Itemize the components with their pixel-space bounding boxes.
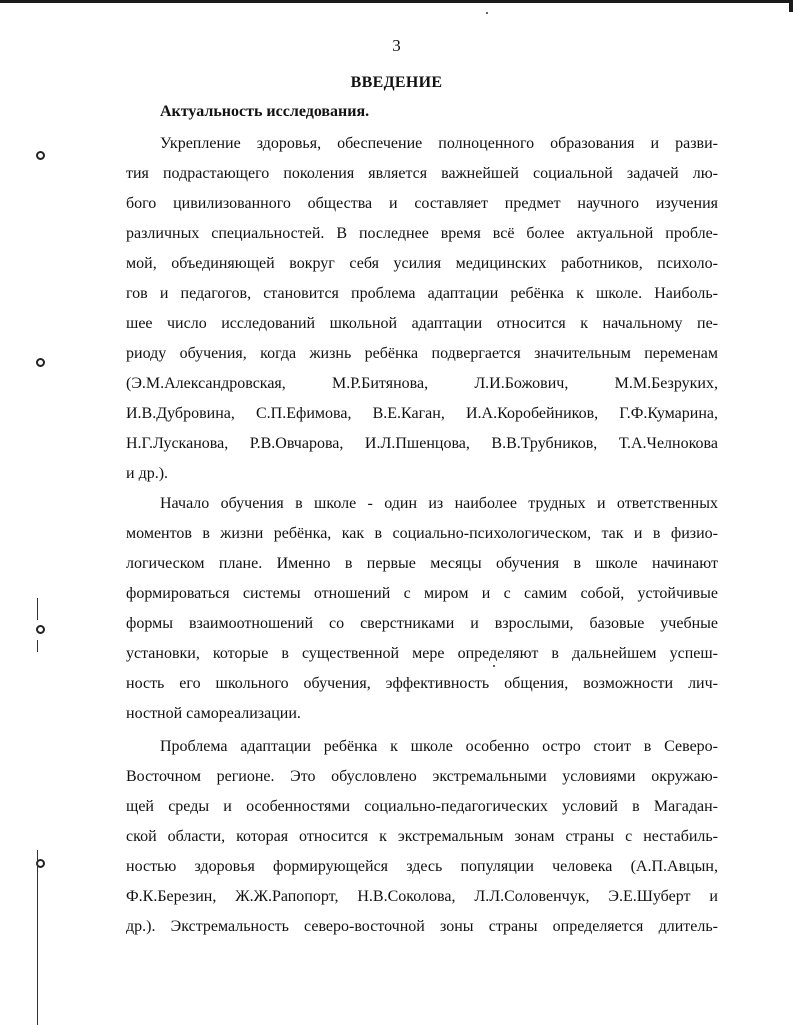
text-line: ностной самореализации. bbox=[126, 705, 301, 722]
punch-hole-icon bbox=[36, 625, 45, 634]
text-line: различных специальностей. В последнее время всё более актуальной пробле- bbox=[126, 225, 718, 242]
text-line: и др.). bbox=[126, 465, 169, 482]
text-line: риоду обучения, когда жизнь ребёнка подвергается значительным переменам bbox=[126, 345, 718, 362]
text-line: ской области, которая относится к экстремальным зонам страны с нестабиль- bbox=[126, 828, 718, 845]
text-line: тия подрастающего поколения является важнейшей социальной задачей лю- bbox=[126, 165, 718, 182]
punch-hole-icon bbox=[36, 358, 45, 367]
scan-edge-corner bbox=[789, 0, 793, 12]
text-line: гов и педагогов, становится проблема адаптации ребёнка к школе. Наиболь- bbox=[126, 285, 718, 302]
text-line: формироваться системы отношений с миром и с самим собой, устойчивые bbox=[126, 585, 718, 602]
text-line: (Э.М.Александровская, М.Р.Битянова, Л.И.Божович, М.М.Безруких, bbox=[126, 375, 718, 392]
text-line: мой, объединяющей вокруг себя усилия медицинских работников, психоло- bbox=[126, 255, 718, 272]
text-line: ностью здоровья формирующейся здесь популяции человека (А.П.Авцын, bbox=[126, 858, 718, 875]
text-line: установки, которые в существенной мере определяют в дальнейшем успеш- bbox=[126, 645, 718, 662]
margin-rule bbox=[37, 640, 38, 652]
text-line: бого цивилизованного общества и составляет предмет научного изучения bbox=[126, 195, 718, 212]
margin-rule bbox=[37, 598, 38, 620]
page-number: 3 bbox=[392, 36, 401, 55]
text-line: Восточном регионе. Это обусловлено экстремальными условиями окружаю- bbox=[126, 768, 718, 785]
scan-speck bbox=[493, 665, 495, 667]
page-title: ВВЕДЕНИЕ bbox=[350, 74, 443, 91]
text-line: Начало обучения в школе - один из наиболее трудных и ответственных bbox=[160, 495, 718, 512]
text-line: ность его школьного обучения, эффективность общения, возможности лич- bbox=[126, 675, 718, 692]
text-line: Укрепление здоровья, обеспечение полноценного образования и разви- bbox=[160, 135, 718, 152]
scan-speck bbox=[486, 12, 488, 14]
text-line: формы взаимоотношений со сверстниками и взрослыми, базовые учебные bbox=[126, 615, 718, 632]
margin-rule bbox=[37, 850, 38, 1025]
text-line: др.). Экстремальность северо-восточной зоны страны определяется длитель- bbox=[126, 918, 718, 935]
text-line: моментов в жизни ребёнка, как в социально-психологическом, так и в физио- bbox=[126, 525, 718, 542]
text-line: логическом плане. Именно в первые месяцы обучения в школе начинают bbox=[126, 555, 718, 572]
punch-hole-icon bbox=[36, 151, 45, 160]
text-line: шее число исследований школьной адаптации относится к начальному пе- bbox=[126, 315, 718, 332]
section-subheading: Актуальность исследования. bbox=[160, 103, 370, 120]
text-line: Н.Г.Лусканова, Р.В.Овчарова, И.Л.Пшенцова, В.В.Трубников, Т.А.Челнокова bbox=[126, 435, 718, 452]
scan-edge-top bbox=[0, 0, 793, 3]
text-line: И.В.Дубровина, С.П.Ефимова, В.Е.Каган, И.А.Коробейников, Г.Ф.Кумарина, bbox=[126, 405, 718, 422]
text-line: Проблема адаптации ребёнка к школе особенно остро стоит в Северо- bbox=[160, 738, 718, 755]
text-line: щей среды и особенностями социально-педагогических условий в Магадан- bbox=[126, 798, 718, 815]
text-line: Ф.К.Березин, Ж.Ж.Рапопорт, Н.В.Соколова, Л.Л.Соловенчук, Э.Е.Шуберт и bbox=[126, 888, 718, 905]
